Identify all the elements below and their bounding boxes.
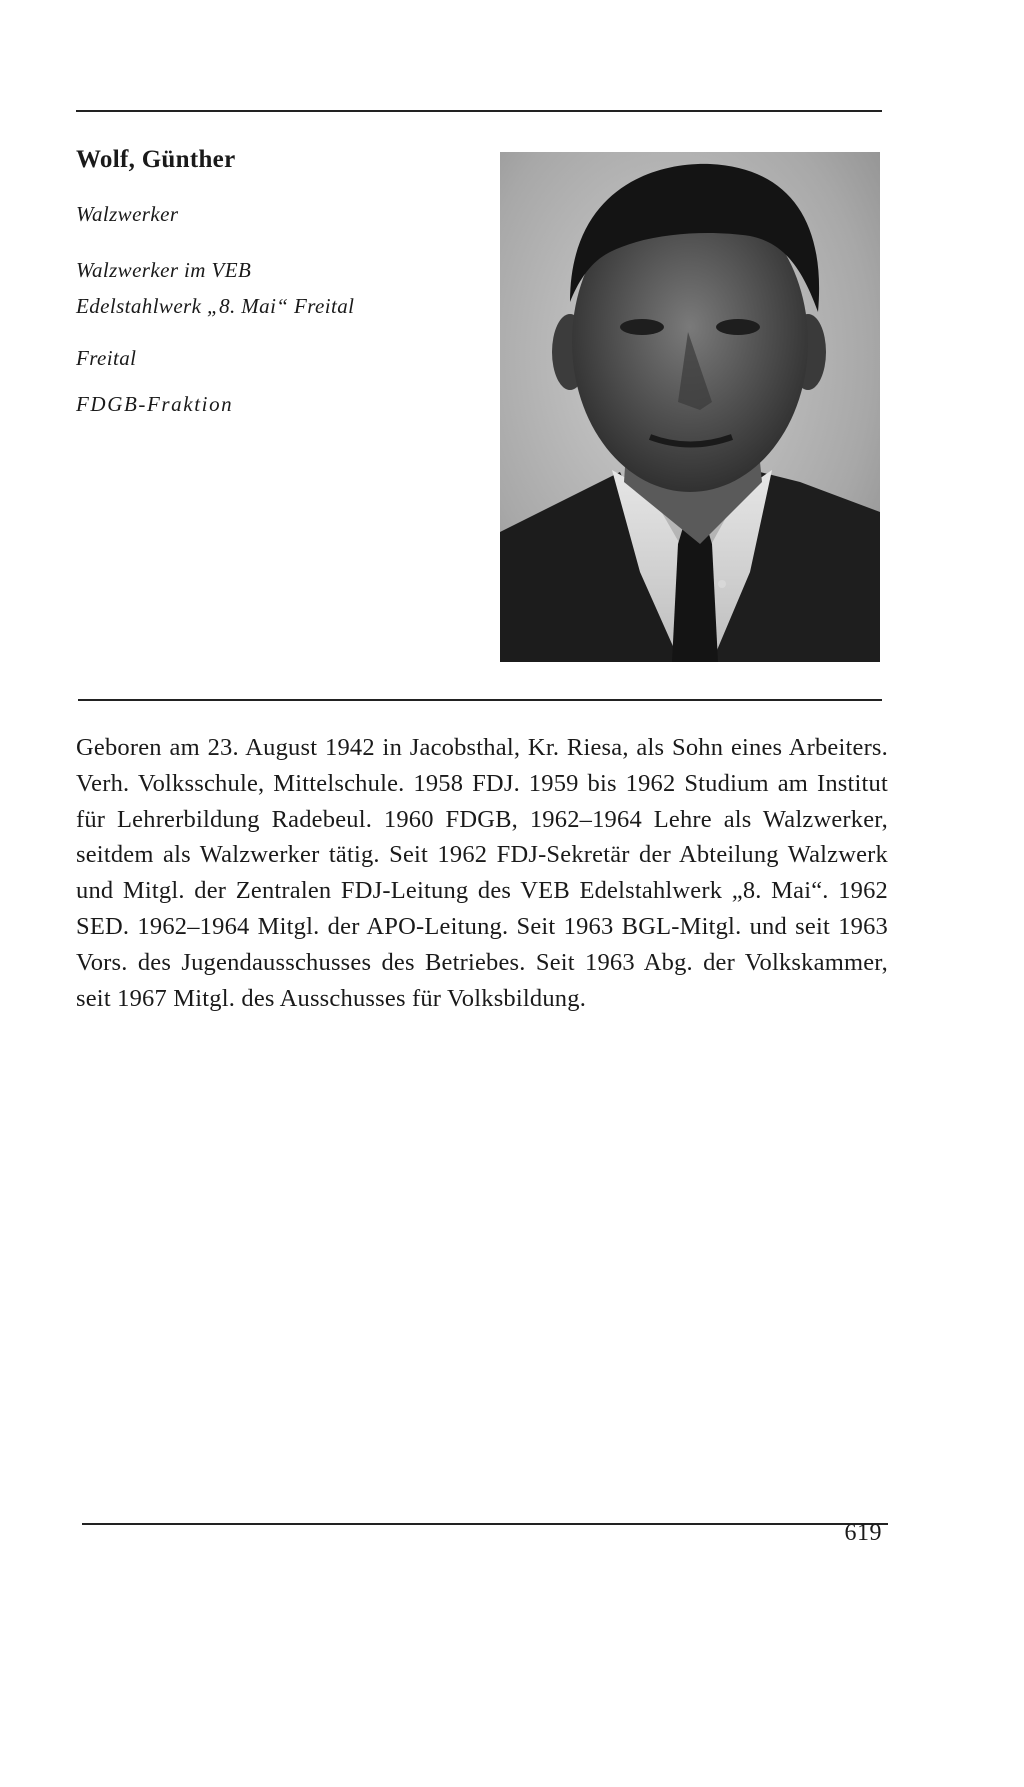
middle-divider	[78, 699, 882, 701]
faction: FDGB-Fraktion	[76, 392, 234, 416]
occupation: Walzwerker	[76, 202, 179, 226]
portrait-photo-icon	[500, 152, 880, 662]
page-number: 619	[844, 1520, 882, 1546]
biography-text: Geboren am 23. August 1942 in Jacobsthal, Kr. Riesa, als Sohn eines Arbeiters. Verh. Volksschule, Mittelschule. 1958 FDJ. 1959 bis 1962 Studium am Institut für Lehrerbildung Radebeul. 1960 FDGB, 1962–1964 Lehre als Walzwerker, seitdem als Walzwerker tätig. Seit 1962 FDJ-Sekretär der Abteilung Walzwerk und Mitgl. der Zentralen FDJ-Leitung des VEB Edelstahlwerk „8. Mai“. 1962 SED. 1962–1964 Mitgl. der APO-Leitung. Seit 1963 BGL-Mitgl. und seit 1963 Vors. des Jugendausschusses des Betriebes. Seit 1963 Abg. der Volkskammer, seit 1967 Mitgl. des Ausschusses für Volksbildung.	[76, 734, 888, 1012]
constituency: Freital	[76, 346, 137, 370]
top-divider	[76, 110, 882, 112]
person-name: Wolf, Günther	[76, 146, 236, 173]
bottom-divider	[82, 1523, 888, 1525]
employer: Walzwerker im VEB Edelstahlwerk „8. Mai“ Freital	[76, 258, 355, 318]
